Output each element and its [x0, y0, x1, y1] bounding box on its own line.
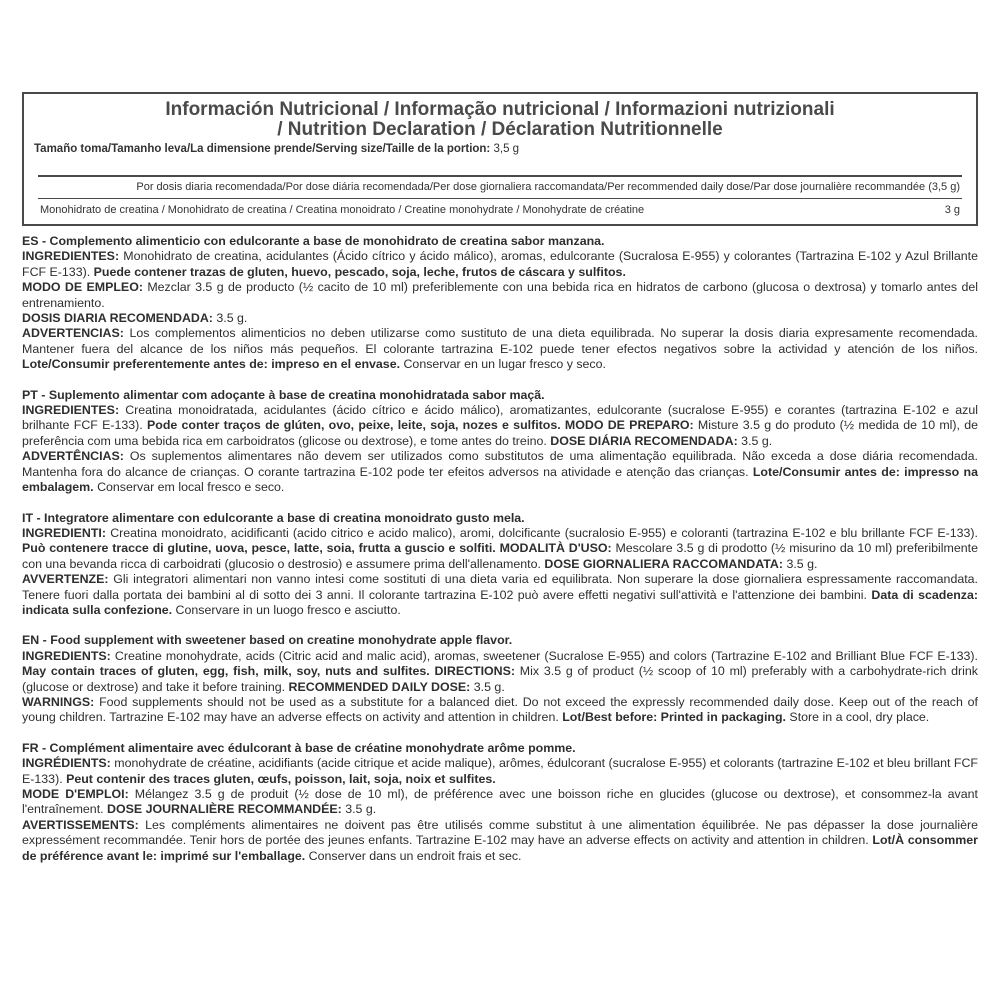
lot-text: Lote/Consumir antes de: impresso na embalagem.: [22, 464, 978, 495]
dose-text: 3.5 g.: [341, 802, 377, 817]
warnings-text: Food supplements should not be used as a substitute for a balanced diet. Do not exceed the expressly recommended daily dose. Keep out of the reach of young children. Tartrazine E-102 may have an adverse effects on activity and attention in children.: [22, 694, 978, 725]
label-directions: DIRECTIONS:: [429, 664, 516, 679]
nutrition-title: [24, 94, 976, 140]
nutrition-table: [22, 92, 978, 226]
label-directions: MODALITÀ D'USO:: [495, 541, 612, 556]
section-en-warnings: [22, 695, 978, 726]
dose-text: 3.5 g.: [470, 679, 505, 694]
allergen-text: Pode conter traços de glúten, ovo, peixe, leite, soja, nozes e sulfitos.: [146, 418, 561, 433]
nutrition-title-line1: Información Nutricional / Informação nutricional / Informazioni nutrizionali: [165, 99, 835, 120]
directions-text: Misture 3.5 g do produto (½ medida de 10 ml), de preferência com uma bebida rica em carboidratos (glicose ou dextrose), e tome antes do treino.: [22, 418, 978, 448]
label-ingredients: INGREDIENTES:: [22, 249, 120, 264]
nutrition-title-line2: / Nutrition Declaration / Déclaration Nutritionnelle: [277, 119, 723, 140]
lot-text: Lot/À consommer de préférence avant le: imprimé sur l'emballage.: [22, 833, 978, 863]
label-ingredients: INGREDIENTS:: [22, 648, 111, 663]
label-directions: MODE D'EMPLOI:: [22, 787, 129, 801]
section-fr-heading: FR - Complément alimentaire avec édulcorant à base de créatine monohydrate arôme pomme.: [22, 740, 576, 755]
section-it-warnings: [22, 572, 978, 618]
serving-size-value: 3,5 g: [493, 143, 520, 155]
label-warnings: AVVERTENZE:: [22, 572, 109, 587]
section-it-heading: IT - Integratore alimentare con edulcorante a base di creatina monoidrato gusto mela.: [22, 510, 525, 525]
warnings-text: Gli integratori alimentari non vanno intesi come sostituti di una dieta varia ed equilibrata. Non superare la dose giornaliera espressamente raccomandata. Tenere fuori dalla portata dei bambini al di sotto dei 3 anni. Il colorante tartrazina E-102 può avere effetti negativi sull'attività e l'attenzione dei bambini.: [22, 572, 978, 602]
serving-size: [24, 140, 976, 161]
label-warnings: WARNINGS:: [22, 694, 95, 709]
label-warnings: AVERTISSEMENTS:: [22, 817, 139, 832]
label-ingredients: INGRÉDIENTS:: [22, 756, 111, 771]
storage-text: Store in a cool, dry place.: [785, 710, 930, 725]
ingredients-text: Monohidrato de creatina, acidulantes (Ácido cítrico y ácido málico), aromas, edulcorante (Sucralosa E-955) y colorantes (Tartrazina E-102 y Azul Brillante FCF E-133).: [22, 249, 978, 279]
directions-text: Mescolare 3.5 g di prodotto (½ misurino da 10 ml) preferibilmente con una bevanda ricca di carboidrati (glucosio o destrosio) e assumere prima dell'allenamento.: [22, 541, 978, 571]
warnings-text: Les compléments alimentaires ne doivent pas être utilisés comme substitut à une alimentation équilibrée. Ne pas dépasser la dose journalière expressément recommandée. Tenir hors de portée des jeunes enfants. Tartrazine E-102 may have an adverse effects on activity and attention in children.: [22, 817, 978, 848]
allergen-text: May contain traces of gluten, egg, fish, milk, soy, nuts and sulfites.: [22, 664, 430, 679]
section-en-heading: EN - Food supplement with sweetener based on creatine monohydrate apple flavor.: [22, 633, 513, 648]
lot-text: Data di scadenza: indicata sulla confezione.: [22, 587, 979, 617]
directions-text: Mezclar 3.5 g de producto (½ cacito de 10 ml) preferiblemente con una bebida rica en hidratos de carbono (glucosa o dextrosa) y tomarlo antes del entrenamiento.: [22, 280, 978, 310]
table-row: [24, 199, 976, 224]
dose-text: 3.5 g.: [212, 311, 248, 326]
warnings-text: Os suplementos alimentares não devem ser utilizados como substitutos de uma alimentação equilibrada. Não exceda a dose diária recomendada. Mantenha fora do alcance de crianças. O corante tartrazina E-102 pode ter efeitos adversos na atividade e atenção das crianças.: [22, 449, 978, 479]
serving-size-label: Tamaño toma/Tamanho leva/La dimensione prende/Serving size/Taille de la portion:: [34, 143, 491, 155]
section-pt-heading: PT - Suplemento alimentar com adoçante à base de creatina monohidratada sabor maçã.: [22, 387, 545, 402]
section-fr-ingredients: [22, 756, 978, 787]
storage-text: Conserver dans un endroit frais et sec.: [305, 848, 522, 863]
section-it-ingredients: [22, 526, 978, 572]
warnings-text: Los complementos alimenticios no deben utilizarse como sustituto de una dieta equilibrada. No superar la dosis diaria expresamente recomendada. Mantener fuera del alcance de los niños más pequeños. El colorante tartrazina E-102 puede tener efectos negativos sobre la actividad y atención de los niños.: [22, 326, 978, 356]
section-es-ingredients: [22, 249, 978, 280]
storage-text: Conservar em local fresco e seco.: [93, 480, 285, 495]
storage-text: Conservare in un luogo fresco e asciutto.: [172, 602, 401, 617]
label-directions: MODO DE PREPARO:: [560, 418, 694, 433]
directions-text: Mélangez 3.5 g de produit (½ dose de 10 ml), de préférence avec une boisson riche en glucides (glucose ou dextrose), et consommez-la avant l'entraînement.: [22, 787, 978, 817]
section-fr: [22, 741, 978, 864]
section-es-dose: [22, 311, 978, 326]
nutrient-name: Monohidrato de creatina / Monohidrato de creatina / Creatina monoidrato / Creatine monohydrate / Monohydrate de créatine: [40, 204, 645, 216]
section-fr-directions: [22, 787, 978, 818]
ingredients-text: Creatina monoidratada, acidulantes (ácido cítrico e ácido málico), aromatizantes, edulcorante (sucralose E-955) e corantes (tartrazina E-102 e azul brilhante FCF E-133).: [22, 403, 978, 433]
dose-text: 3.5 g.: [737, 433, 773, 448]
allergen-text: Può contenere tracce di glutine, uova, pesce, latte, soia, frutta a guscio e solfiti.: [22, 541, 496, 556]
ingredients-text: monohydrate de créatine, acidifiants (acide citrique et acide malique), arômes, édulcorant (sucralose E-955) et colorants (tartrazine E-102 et bleu brillant FCF E-133).: [22, 756, 978, 786]
label-dose: RECOMMENDED DAILY DOSE:: [285, 679, 471, 694]
label-warnings: ADVERTENCIAS:: [22, 326, 124, 341]
label-dose: DOSE JOURNALIÈRE RECOMMANDÉE:: [103, 802, 342, 817]
nutrient-value: 3 g: [944, 204, 960, 216]
label-dose: DOSIS DIARIA RECOMENDADA:: [22, 311, 213, 326]
label-warnings: ADVERTÊNCIAS:: [22, 449, 124, 464]
storage-text: Conservar en un lugar fresco y seco.: [400, 357, 606, 372]
label-dose: DOSE GIORNALIERA RACCOMANDATA:: [540, 556, 783, 571]
language-sections: [22, 234, 978, 864]
section-es: [22, 234, 978, 373]
allergen-text: Puede contener trazas de gluten, huevo, pescado, soja, leche, frutos de cáscara y sulfitos.: [93, 264, 626, 279]
column-header: Por dosis diaria recomendada/Por dose diária recomendada/Per dose giornaliera raccomandata/Per recommended daily dose/Par dose journalière recommandée (3,5 g): [136, 181, 960, 193]
label-ingredients: INGREDIENTI:: [22, 525, 106, 540]
lot-text: Lote/Consumir preferentemente antes de: impreso en el envase.: [22, 357, 401, 372]
label-dose: DOSE DIÁRIA RECOMENDADA:: [546, 433, 738, 448]
allergen-text: Peut contenir des traces gluten, œufs, poisson, lait, soja, noix et sulfites.: [66, 771, 496, 786]
label-sheet: [22, 92, 978, 879]
section-es-warnings: [22, 326, 978, 372]
section-fr-warnings: [22, 818, 978, 864]
lot-text: Lot/Best before: Printed in packaging.: [562, 710, 786, 725]
section-en-ingredients: [22, 649, 978, 695]
label-directions: MODO DE EMPLEO:: [22, 280, 143, 295]
section-pt-ingredients: [22, 403, 978, 449]
section-it: [22, 511, 978, 619]
label-ingredients: INGREDIENTES:: [22, 403, 120, 418]
dose-text: 3.5 g.: [783, 556, 818, 571]
section-pt-warnings: [22, 449, 978, 495]
section-en: [22, 633, 978, 725]
ingredients-text: Creatina monoidrato, acidificanti (acido citrico e acido malico), aromi, dolcificante (sucralosio E-955) e coloranti (tartrazina E-102 e blu brillante FCF E-133).: [105, 525, 978, 540]
section-es-directions: [22, 280, 978, 311]
directions-text: Mix 3.5 g of product (½ scoop of 10 ml) preferably with a carbohydrate-rich drink (glucose or dextrose) and take it before training.: [22, 664, 978, 694]
section-es-heading: ES - Complemento alimenticio con edulcorante a base de monohidrato de creatina sabor manzana.: [22, 234, 605, 248]
section-pt: [22, 388, 978, 496]
ingredients-text: Creatine monohydrate, acids (Citric acid and malic acid), aromas, sweetener (Sucralose E-955) and colors (Tartrazine E-102 and Brilliant Blue FCF E-133).: [110, 648, 978, 663]
